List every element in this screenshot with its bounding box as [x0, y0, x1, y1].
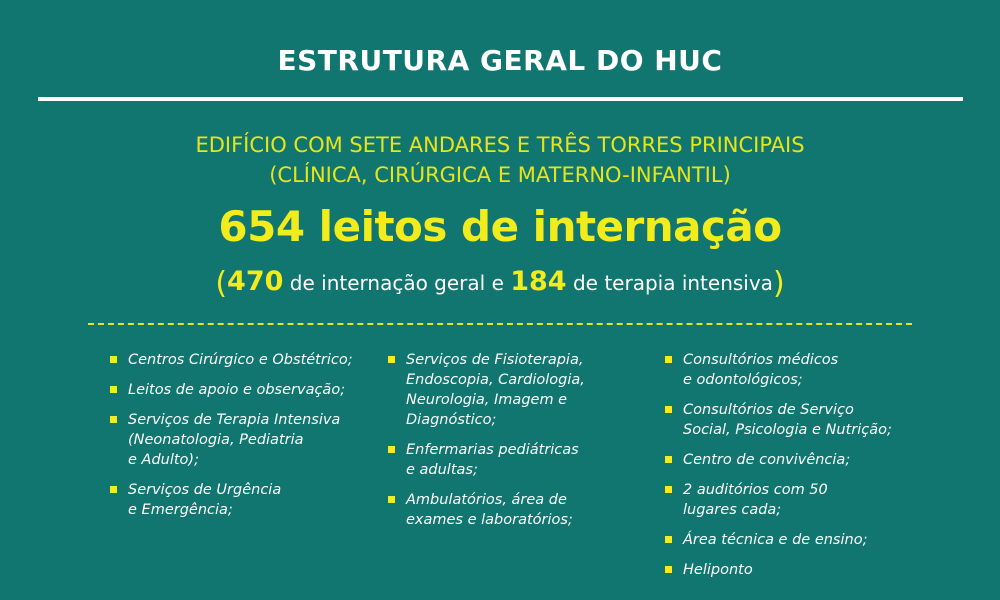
facility-label: Serviços de Terapia Intensiva (Neonatologia, Pediatria e Adulto); [128, 412, 341, 468]
conjunction: e [491, 271, 504, 295]
facility-list-item [665, 530, 945, 550]
square-bullet-icon [665, 456, 672, 463]
facility-list-item [665, 350, 945, 390]
facility-label: Serviços de Urgência e Emergência; [128, 482, 282, 518]
beds-breakdown [0, 266, 1000, 301]
facility-label: Área técnica e de ensino; [683, 532, 868, 548]
facility-list-item [388, 490, 628, 530]
facility-list-item [110, 480, 370, 520]
facilities-column-3 [665, 350, 945, 590]
headline-total-beds: 654 leitos de internação [218, 202, 782, 251]
subtitle-line-1: EDIFÍCIO COM SETE ANDARES E TRÊS TORRES PRINCIPAIS [195, 133, 805, 157]
general-beds-count: 470 [227, 266, 284, 297]
close-paren: ) [772, 266, 785, 301]
square-bullet-icon [388, 356, 395, 363]
facility-list-item [665, 400, 945, 440]
square-bullet-icon [388, 446, 395, 453]
square-bullet-icon [388, 496, 395, 503]
icu-beds-label: de terapia intensiva [572, 271, 773, 295]
square-bullet-icon [665, 536, 672, 543]
facility-label: Ambulatórios, área de exames e laboratórios; [406, 492, 573, 528]
facility-label: 2 auditórios com 50 lugares cada; [683, 482, 828, 518]
facility-label: Enfermarias pediátricas e adultas; [406, 442, 579, 478]
title-divider [38, 97, 963, 101]
facility-label: Centro de convivência; [683, 452, 851, 468]
facilities-column-2 [388, 350, 628, 540]
page-title: ESTRUTURA GERAL DO HUC [277, 44, 723, 77]
facility-label: Serviços de Fisioterapia, Endoscopia, Cardiologia, Neurologia, Imagem e Diagnóstico; [406, 352, 585, 428]
square-bullet-icon [665, 486, 672, 493]
square-bullet-icon [665, 566, 672, 573]
facility-label: Centros Cirúrgico e Obstétrico; [128, 352, 353, 368]
square-bullet-icon [110, 486, 117, 493]
facility-list-item [110, 350, 370, 370]
facility-list-item [110, 380, 370, 400]
facility-list-item [665, 480, 945, 520]
general-beds-label: de internação geral [289, 271, 486, 295]
facility-label: Heliponto [683, 562, 753, 578]
square-bullet-icon [110, 416, 117, 423]
open-paren: ( [215, 266, 228, 301]
facility-label: Consultórios de Serviço Social, Psicologia e Nutrição; [683, 402, 892, 438]
square-bullet-icon [110, 386, 117, 393]
square-bullet-icon [665, 356, 672, 363]
icu-beds-count: 184 [510, 266, 567, 297]
subtitle [0, 130, 1000, 190]
facility-list-item [110, 410, 370, 470]
facilities-column-1 [110, 350, 370, 530]
subtitle-line-2: (CLÍNICA, CIRÚRGICA E MATERNO-INFANTIL) [269, 163, 731, 187]
facility-label: Leitos de apoio e observação; [128, 382, 346, 398]
facility-list-item [665, 560, 945, 580]
facility-list-item [388, 440, 628, 480]
square-bullet-icon [665, 406, 672, 413]
facility-list-item [665, 450, 945, 470]
facility-label: Consultórios médicos e odontológicos; [683, 352, 839, 388]
square-bullet-icon [110, 356, 117, 363]
dashed-divider [88, 323, 912, 325]
facility-list-item [388, 350, 628, 430]
